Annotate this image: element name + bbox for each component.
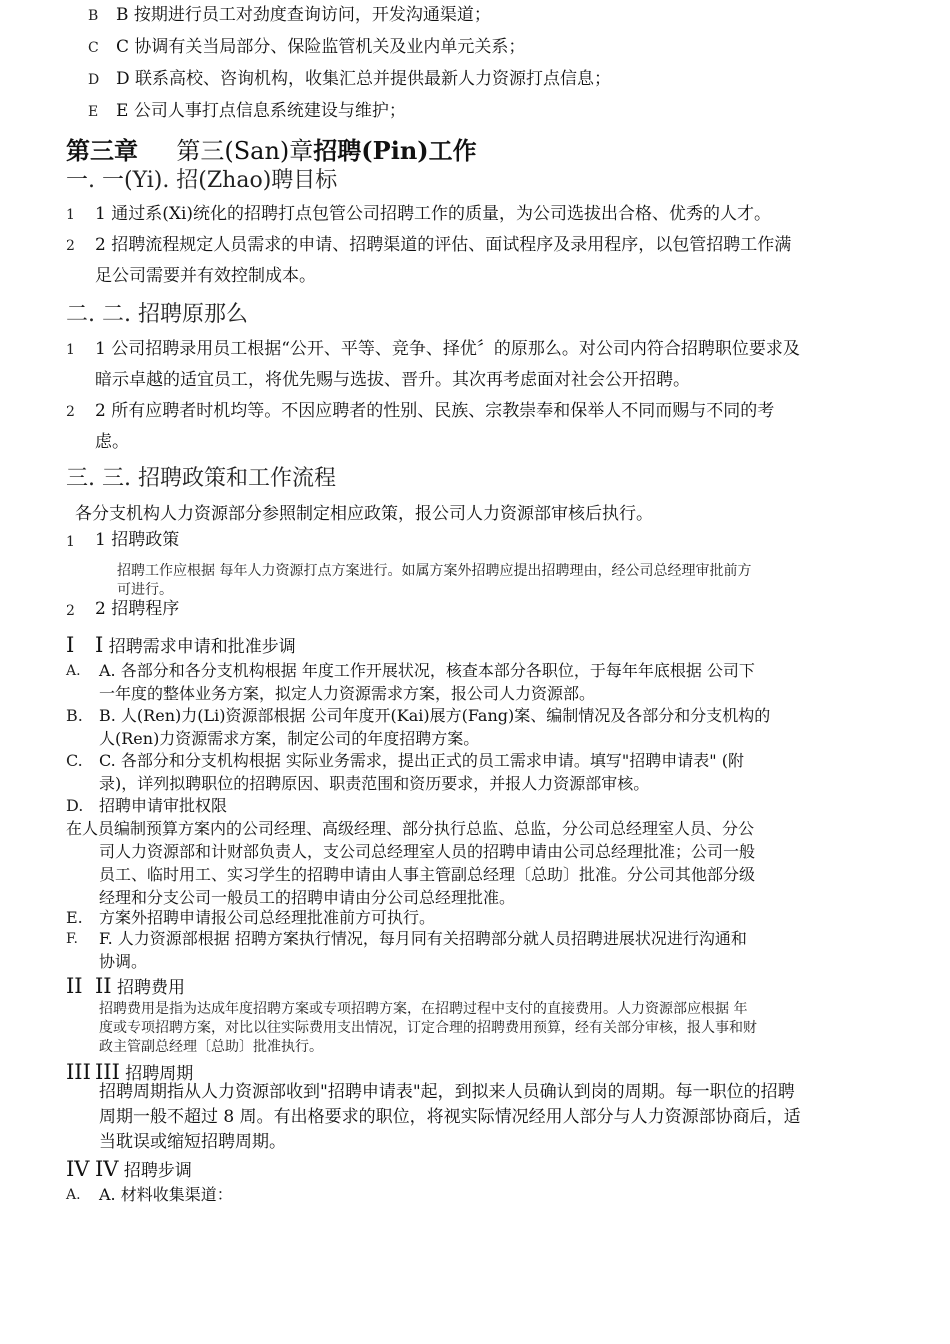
list-marker: F. <box>66 931 78 947</box>
list-marker: D <box>88 72 100 88</box>
list-marker: 1 <box>66 207 75 223</box>
paragraph-line: 录)，详列拟聘职位的招聘原因、职责范围和资历要求，并报人力资源部审核。 <box>99 774 650 793</box>
paragraph-line: 招聘费用是指为达成年度招聘方案或专项招聘方案，在招聘过程中支付的直接费用。人力资源部应根据 年 <box>99 1001 748 1017</box>
section-heading: 二. 二. 招聘原那么 <box>66 302 248 327</box>
chapter-label: 第三章 <box>66 136 138 165</box>
list-marker: 1 <box>66 534 75 550</box>
section-heading: 一. 一(Yi). 招(Zhao)聘目标 <box>66 168 338 193</box>
procedure-title: 招聘需求申请和批准步调 <box>108 637 296 657</box>
list-marker: 2 <box>66 238 75 254</box>
chapter-title: 招聘(Pin)工作 <box>313 136 477 165</box>
paragraph-line: A. 各部分和各分支机构根据 年度工作开展状况，核查本部分各职位，于每年年底根据 公司下 <box>99 661 755 680</box>
paragraph-line: 度或专项招聘方案，对比以往实际费用支出情况，订定合理的招聘费用预算，经有关部分审核，报人事和财 <box>99 1020 757 1036</box>
paragraph-line: 当耽误或缩短招聘周期。 <box>99 1132 286 1152</box>
paragraph-line: 周期一般不超过 8 周。有出格要求的职位，将视实际情况经用人部分与人力资源部协商后，适 <box>99 1107 801 1127</box>
list-marker: A. <box>66 1187 81 1203</box>
paragraph-line: 员工、临时用工、实习学生的招聘申请由人事主管副总经理〔总助〕批准。分公司其他部分级 <box>99 865 756 884</box>
list-marker: A. <box>66 663 81 679</box>
paragraph-line: 一年度的整体业务方案，拟定人力资源需求方案，报公司人力资源部。 <box>99 684 596 703</box>
procedure-title: 招聘费用 <box>117 978 185 998</box>
paragraph-line: 政主管副总经理〔总助〕批准执行。 <box>99 1039 323 1055</box>
roman-marker: III <box>66 1060 91 1084</box>
list-marker: B <box>88 8 99 24</box>
list-marker: 1 <box>66 342 75 358</box>
list-item: B 按期进行员工对劲度查询访问，开发沟通渠道； <box>116 5 491 25</box>
section-heading: 三. 三. 招聘政策和工作流程 <box>66 466 336 491</box>
subsection-title: 1 招聘政策 <box>95 530 180 550</box>
procedure-title: 招聘步调 <box>123 1161 192 1181</box>
list-marker: 2 <box>66 404 75 420</box>
roman-marker: I <box>66 633 75 657</box>
paragraph-line: 虑。 <box>95 432 129 452</box>
procedure-title: 招聘周期 <box>125 1064 194 1084</box>
roman-numeral: III <box>95 1060 120 1084</box>
chapter-heading <box>66 131 477 166</box>
roman-marker: IV <box>66 1157 90 1181</box>
paragraph-line: C. 各部分和分支机构根据 实际业务需求，提出正式的员工需求申请。填写"招聘申请表" (附 <box>99 751 744 770</box>
paragraph-line: 2 所有应聘者时机均等。不因应聘者的性别、民族、宗教崇奉和保举人不同而赐与不同的考 <box>95 401 775 421</box>
paragraph-line: 1 通过系(Xi)统化的招聘打点包管公司招聘工作的质量，为公司选拔出合格、优秀的人才。 <box>95 204 772 224</box>
roman-marker: II <box>66 974 83 998</box>
paragraph-line: 招聘周期指从人力资源部收到"招聘申请表"起，到拟来人员确认到岗的周期。每一职位的招聘 <box>99 1082 795 1102</box>
paragraph-line: 招聘工作应根据 每年人力资源打点方案进行。如属方案外招聘应提出招聘理由，经公司总经理审批前方 <box>117 563 752 579</box>
list-item: D 联系高校、咨询机构，收集汇总并提供最新人力资源打点信息； <box>116 69 612 89</box>
roman-numeral: II <box>95 974 112 998</box>
paragraph-line: 经理和分支公司一般员工的招聘申请由分公司总经理批准。 <box>99 888 516 907</box>
paragraph-line: 可进行。 <box>117 582 173 598</box>
list-marker: 2 <box>66 603 75 619</box>
list-marker: C. <box>66 751 83 770</box>
list-marker: E <box>88 104 99 120</box>
paragraph-line: 暗示卓越的适宜员工，将优先赐与选拔、晋升。其次再考虑面对社会公开招聘。 <box>95 370 690 390</box>
paragraph-line: A. 材料收集渠道： <box>99 1185 233 1204</box>
paragraph-line: 协调。 <box>99 952 148 971</box>
subsection-title: 2 招聘程序 <box>95 599 180 619</box>
subitem-title: 招聘申请审批权限 <box>99 796 228 815</box>
paragraph-line: B. 人(Ren)力(Li)资源部根据 公司年度开(Kai)展方(Fang)案、编制情况及各部分和分支机构的 <box>99 706 771 725</box>
paragraph-line: 足公司需要并有效控制成本。 <box>95 266 316 286</box>
roman-numeral: I <box>95 633 104 657</box>
list-marker: C <box>88 40 99 56</box>
paragraph-line: 司人力资源部和计财部负责人，支公司总经理室人员的招聘申请由公司总经理批准；公司一般 <box>99 842 756 861</box>
paragraph-line: 2 招聘流程规定人员需求的申请、招聘渠道的评估、面试程序及录用程序，以包管招聘工作满 <box>95 235 792 255</box>
paragraph-line: 方案外招聘申请报公司总经理批准前方可执行。 <box>99 908 436 927</box>
paragraph-line: 在人员编制预算方案内的公司经理、高级经理、部分执行总监、总监，分公司总经理室人员、分公 <box>66 819 755 838</box>
paragraph-line: 人(Ren)力资源需求方案，制定公司的年度招聘方案。 <box>99 729 480 748</box>
list-item: C 协调有关当局部分、保险监管机关及业内单元关系； <box>116 37 526 57</box>
paragraph-line: F. 人力资源部根据 招聘方案执行情况，每月同有关招聘部分就人员招聘进展状况进行沟通和 <box>99 929 747 948</box>
chapter-prefix: 第三(San)章 <box>176 137 314 165</box>
list-marker: E. <box>66 908 83 927</box>
paragraph-line: 1 公司招聘录用员工根据“公开、平等、竞争、择优〞的原那么。对公司内符合招聘职位要求及 <box>95 339 800 359</box>
roman-numeral: IV <box>95 1157 119 1181</box>
list-item: E 公司人事打点信息系统建设与维护； <box>116 101 406 121</box>
section-intro: 各分支机构人力资源部分参照制定相应政策，报公司人力资源部审核后执行。 <box>75 504 653 524</box>
list-marker: B. <box>66 706 83 725</box>
list-marker: D. <box>66 796 84 815</box>
